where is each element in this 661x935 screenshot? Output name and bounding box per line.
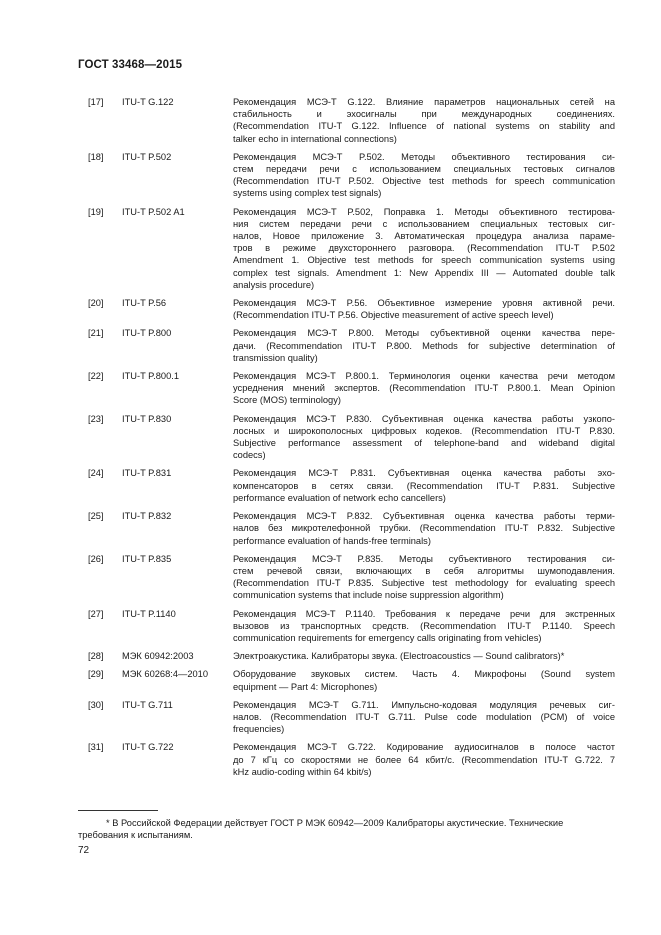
reference-description-line: вызовов из транспортных средств. (Recommendation ITU-T P.1140. Speech <box>233 620 615 631</box>
reference-code: ITU-T G.722 <box>122 742 174 753</box>
reference-entry <box>85 206 615 291</box>
reference-description-line: Рекомендация МСЭ-Т P.502, Поправка 1. Методы объективного тестирова- <box>233 206 615 217</box>
reference-description <box>233 650 615 662</box>
reference-code: ITU-T P.800 <box>122 328 172 339</box>
reference-code: ITU-T G.711 <box>122 699 173 710</box>
reference-description <box>233 370 615 407</box>
reference-description-line: Рекомендация МСЭ-Т P.830. Субъективная оценка качества работы узкопо- <box>233 413 615 424</box>
reference-entry <box>85 741 615 778</box>
reference-description-line: Subjective performance assessment of telephone-band and wideband digital <box>233 438 615 449</box>
reference-description <box>233 96 615 145</box>
reference-description-line: (Recommendation ITU-T G.122. Influence of national systems on stability and <box>233 121 615 132</box>
reference-description-line: codecs) <box>233 450 266 461</box>
reference-description <box>233 510 615 547</box>
reference-number: [18] <box>88 151 104 162</box>
reference-description-line: Рекомендация МСЭ-Т P.56. Объективное измерение уровня активной речи. <box>233 298 615 309</box>
reference-code: ITU-T P.502 <box>122 151 172 162</box>
reference-description-line: (Recommendation ITU-T P.502. Objective test methods for speech communication <box>233 176 615 187</box>
reference-description-line: лосных и широкополосных цифровых кодеков. (Recommendation ITU-T P.830. <box>233 425 615 436</box>
reference-description-line: стем речевой связи, включающих в себя алгоритмы шумоподавления. <box>233 565 615 576</box>
reference-code: ITU-T P.831 <box>122 468 172 479</box>
reference-description-line: ния систем передачи речи с использованием специальных тестовых сиг- <box>233 218 615 229</box>
reference-description <box>233 699 615 736</box>
page-number: 72 <box>78 845 90 856</box>
reference-description <box>233 327 615 364</box>
reference-description <box>233 413 615 462</box>
footnote-line-2: требования к испытаниям. <box>78 830 193 841</box>
reference-number: [30] <box>88 699 104 710</box>
reference-number: [27] <box>88 608 104 619</box>
reference-description <box>233 668 615 692</box>
reference-entry <box>85 650 615 662</box>
reference-code: ITU-T P.56 <box>122 298 167 309</box>
reference-description <box>233 467 615 504</box>
reference-description-line: Рекомендация МСЭ-Т P.800. Методы субъективной оценки качества пере- <box>233 328 615 339</box>
reference-entry <box>85 668 615 692</box>
reference-number: [26] <box>88 553 104 564</box>
reference-code: МЭК 60942:2003 <box>122 651 194 662</box>
reference-code: МЭК 60268:4—2010 <box>122 669 209 680</box>
reference-entry <box>85 96 615 145</box>
reference-entry <box>85 608 615 645</box>
reference-description-line: налов без микротелефонной трубки. (Recommendation ITU-T P.832. Subjective <box>233 523 615 534</box>
reference-number: [24] <box>88 468 104 479</box>
reference-number: [20] <box>88 298 104 309</box>
reference-description <box>233 206 615 291</box>
reference-description-line: Рекомендация МСЭ-Т P.1140. Требования к передаче речи для экстренных <box>233 608 615 619</box>
document-header: ГОСТ 33468—2015 <box>78 59 183 71</box>
reference-entry <box>85 413 615 462</box>
reference-code: ITU-T P.800.1 <box>122 371 180 382</box>
reference-code: ITU-T P.830 <box>122 413 172 424</box>
reference-description-line: стабильность и эхосигналы при международных соединениях. <box>233 109 615 120</box>
reference-description-line: (Recommendation ITU-T P.835. Subjective test methodology for evaluating speech <box>233 578 615 589</box>
reference-entry <box>85 467 615 504</box>
reference-entry <box>85 151 615 200</box>
reference-number: [25] <box>88 511 104 522</box>
reference-description <box>233 297 615 321</box>
reference-number: [22] <box>88 371 104 382</box>
reference-description-line: equipment — Part 4: Microphones) <box>233 681 378 692</box>
reference-number: [31] <box>88 742 104 753</box>
reference-description-line: Рекомендация МСЭ-Т G.722. Кодирование аудиосигналов в полосе частот <box>233 742 615 753</box>
reference-entry <box>85 510 615 547</box>
reference-description-line: analysis procedure) <box>233 279 315 290</box>
reference-number: [21] <box>88 328 104 339</box>
reference-code: ITU-T G.122 <box>122 97 174 107</box>
reference-description-line: Score (MOS) terminology) <box>233 395 341 406</box>
reference-code: ITU-T P.1140 <box>122 608 176 619</box>
footnote-separator <box>78 810 158 811</box>
reference-description-line: Рекомендация МСЭ-Т P.835. Методы субъективного тестирования си- <box>233 553 615 564</box>
reference-number: [29] <box>88 669 104 680</box>
reference-description-line: transmission quality) <box>233 352 318 363</box>
reference-description-line: дачи. (Recommendation ITU-T P.800. Methods for subjective determination of <box>233 340 615 351</box>
reference-description <box>233 608 615 645</box>
reference-description-line: performance evaluation of hands-free terminals) <box>233 535 431 546</box>
reference-code: ITU-T P.502 A1 <box>122 206 185 217</box>
reference-description-line: стем передачи речи с использованием специальных тестовых сигналов <box>233 164 615 175</box>
reference-description-line: communication systems that include noise suppression algorithm) <box>233 590 504 601</box>
reference-code: ITU-T P.835 <box>122 553 172 564</box>
reference-description-line: frequencies) <box>233 724 285 735</box>
reference-description-line: Рекомендация МСЭ-Т G.711. Импульсно-кодовая модуляция речевых сиг- <box>233 699 615 710</box>
reference-description-line: communication requirements for emergency calls originating from vehicles) <box>233 632 542 643</box>
reference-description-line: Оборудование звуковых систем. Часть 4. Микрофоны (Sound system <box>233 669 615 680</box>
reference-number: [19] <box>88 206 104 217</box>
bibliography-list <box>85 96 615 784</box>
reference-description-line: (Recommendation ITU-T P.56. Objective measurement of active speech level) <box>233 310 554 321</box>
reference-description-line: Электроакустика. Калибраторы звука. (Electroacoustics — Sound calibrators)* <box>233 651 565 662</box>
reference-description-line: Amendment 1. Objective test methods for speech communication systems using <box>233 255 615 266</box>
reference-description-line: налов. (Recommendation ITU-T G.711. Pulse code modulation (PCM) of voice <box>233 711 615 722</box>
reference-entry <box>85 699 615 736</box>
reference-entry <box>85 297 615 321</box>
reference-description <box>233 553 615 602</box>
reference-description-line: Рекомендация МСЭ-Т P.831. Субъективная оценка качества работы эхо- <box>233 468 615 479</box>
reference-entry <box>85 327 615 364</box>
reference-description-line: налов, Новое приложение 3. Автоматическая процедура анализа параме- <box>233 231 615 242</box>
reference-entry <box>85 553 615 602</box>
reference-entry <box>85 370 615 407</box>
reference-code: ITU-T P.832 <box>122 511 172 522</box>
reference-description-line: performance evaluation of network echo cancellers) <box>233 492 446 503</box>
footnote <box>78 817 615 841</box>
reference-description-line: kHz audio-coding within 64 kbit/s) <box>233 766 372 777</box>
reference-description-line: Рекомендация МСЭ-Т P.502. Методы объективного тестирования си- <box>233 151 615 162</box>
reference-description-line: Рекомендация МСЭ-Т P.832. Субъективная оценка качества работы терми- <box>233 511 615 522</box>
reference-description <box>233 741 615 778</box>
footnote-line-1: * В Российской Федерации действует ГОСТ Р МЭК 60942—2009 Калибраторы акустические. Технические <box>106 818 564 828</box>
reference-description-line: тров в режиме двухстороннего разговора. (Recommendation ITU-T P.502 <box>233 243 615 254</box>
reference-number: [28] <box>88 651 104 662</box>
reference-description-line: complex test signals. Amendment 1: New Appendix III — Automated double talk <box>233 267 615 278</box>
reference-description-line: усреднения мнений экспертов. (Recommendation ITU-T P.800.1. Mean Opinion <box>233 383 615 394</box>
reference-description <box>233 151 615 200</box>
reference-number: [23] <box>88 413 104 424</box>
reference-description-line: systems using complex test signals) <box>233 188 382 199</box>
reference-description-line: talker echo in international connections) <box>233 133 397 144</box>
reference-description-line: Рекомендация МСЭ-Т G.122. Влияние параметров национальных сетей на <box>233 97 615 107</box>
reference-description-line: компенсаторов в сетях связи. (Recommendation ITU-T P.831. Subjective <box>233 480 615 491</box>
reference-number: [17] <box>88 97 104 107</box>
reference-description-line: Рекомендация МСЭ-Т P.800.1. Терминология оценки качества речи методом <box>233 371 615 382</box>
reference-description-line: до 7 кГц со скоростями не более 64 кбит/с. (Recommendation ITU-T G.722. 7 <box>233 754 615 765</box>
